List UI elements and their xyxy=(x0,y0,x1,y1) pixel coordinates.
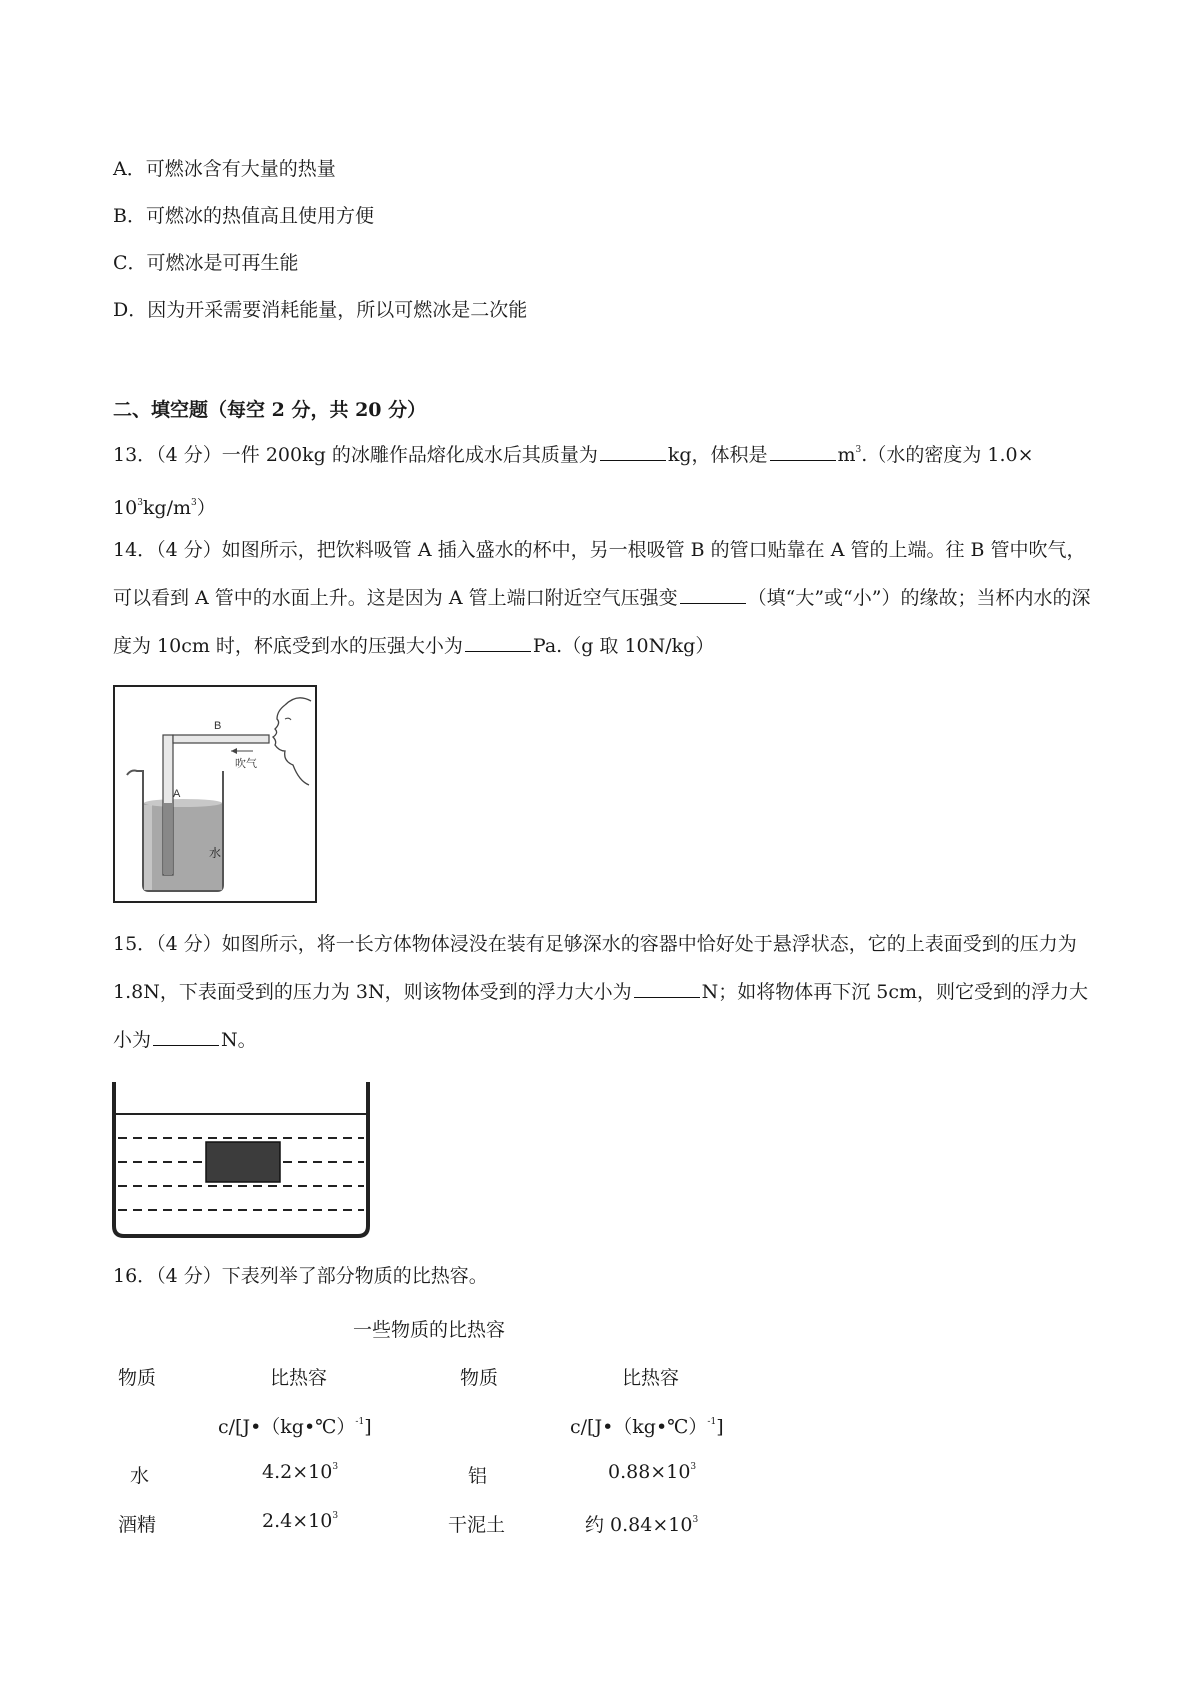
option-a: A．可燃冰含有大量的热量 xyxy=(113,158,336,180)
q13-text-5: 10 xyxy=(113,497,138,519)
question-13 xyxy=(113,426,1093,532)
question-15 xyxy=(113,920,1093,1064)
label-b: B xyxy=(214,720,222,732)
label-water: 水 xyxy=(209,846,222,860)
q13-sup-2: 3 xyxy=(137,498,143,508)
row2-substance-2: 干泥土 xyxy=(448,1514,506,1536)
section-title: 二、填空题（每空 2 分，共 20 分） xyxy=(113,399,427,421)
q14-text-1: 14．（4 分）如图所示，把饮料吸管 A 插入盛水的杯中，另一根吸管 B 的管口贴靠在 A 管的上端。往 B 管中吹气，可以看到 A 管中的水面上升。这是因为 A 管上端口附近空气压强变 xyxy=(113,539,1086,609)
q13-blank-2 xyxy=(770,442,836,461)
row2-substance-1: 酒精 xyxy=(118,1514,157,1536)
q13-text-4: .（水的密度为 1.0× xyxy=(861,444,1034,466)
unit-right: c/[J•（kg•℃）$^{-1}$] xyxy=(570,1416,724,1438)
q15-blank-1 xyxy=(634,979,700,998)
question-14 xyxy=(113,526,1093,670)
q13-text-1: 13．（4 分）一件 200kg 的冰雕作品熔化成水后其质量为 xyxy=(113,444,598,466)
header-substance-1: 物质 xyxy=(118,1367,157,1389)
row2-value-1: $2.4\times 10^3$ xyxy=(262,1510,339,1532)
option-d: D．因为开采需要消耗能量，所以可燃冰是二次能 xyxy=(113,299,528,321)
option-c: C．可燃冰是可再生能 xyxy=(113,252,299,274)
row1-substance-2: 铝 xyxy=(468,1465,488,1487)
q13-text-7: ） xyxy=(196,497,216,519)
unit-left: c/[J•（kg•℃）$^{-1}$] xyxy=(218,1416,372,1438)
q13-text-3: m xyxy=(837,444,856,466)
header-substance-2: 物质 xyxy=(460,1367,499,1389)
q13-text-6: kg/m xyxy=(142,497,192,519)
table-title: 一些物质的比热容 xyxy=(353,1319,506,1341)
question-16: 16．（4 分）下表列举了部分物质的比热容。 xyxy=(113,1265,488,1287)
q14-text-3: Pa.（g 取 10N/kg） xyxy=(532,635,715,657)
q13-blank-1 xyxy=(600,442,666,461)
row1-substance-1: 水 xyxy=(130,1465,150,1487)
straw-beaker-figure xyxy=(113,685,317,903)
q14-blank-2 xyxy=(465,633,531,652)
row1-value-2: $0.88\times 10^3$ xyxy=(608,1461,697,1483)
q15-text-1: 15．（4 分）如图所示，将一长方体物体浸没在装有足够深水的容器中恰好处于悬浮状态，它的上表面受到的压力为 1.8N，下表面受到的压力为 3N，则该物体受到的浮力大小为 xyxy=(113,933,1077,1003)
row1-value-1: $4.2\times 10^3$ xyxy=(262,1461,339,1483)
submerged-block xyxy=(206,1142,280,1182)
q15-text-3: N。 xyxy=(221,1029,257,1051)
label-a: A xyxy=(173,788,181,800)
container-figure xyxy=(110,1078,374,1240)
q14-text-2: （填“大”或“小”）的缘故；当杯内水的深度为 10cm 时，杯底受到水的压强大小为 xyxy=(113,587,1091,657)
row2-value-2: 约 $0.84\times 10^3$ xyxy=(585,1514,699,1536)
header-heat-1: 比热容 xyxy=(270,1367,328,1389)
q13-sup-3: 3 xyxy=(191,498,197,508)
header-heat-2: 比热容 xyxy=(622,1367,680,1389)
q15-blank-2 xyxy=(153,1027,219,1046)
q14-blank-1 xyxy=(680,585,746,604)
q13-sup-1: 3 xyxy=(855,445,862,455)
q13-text-2: kg，体积是 xyxy=(667,444,768,466)
option-b: B．可燃冰的热值高且使用方便 xyxy=(113,205,374,227)
label-blow: 吹气 xyxy=(235,757,257,770)
q15-text-2: N；如将物体再下沉 5cm，则它受到的浮力大小为 xyxy=(113,981,1089,1051)
